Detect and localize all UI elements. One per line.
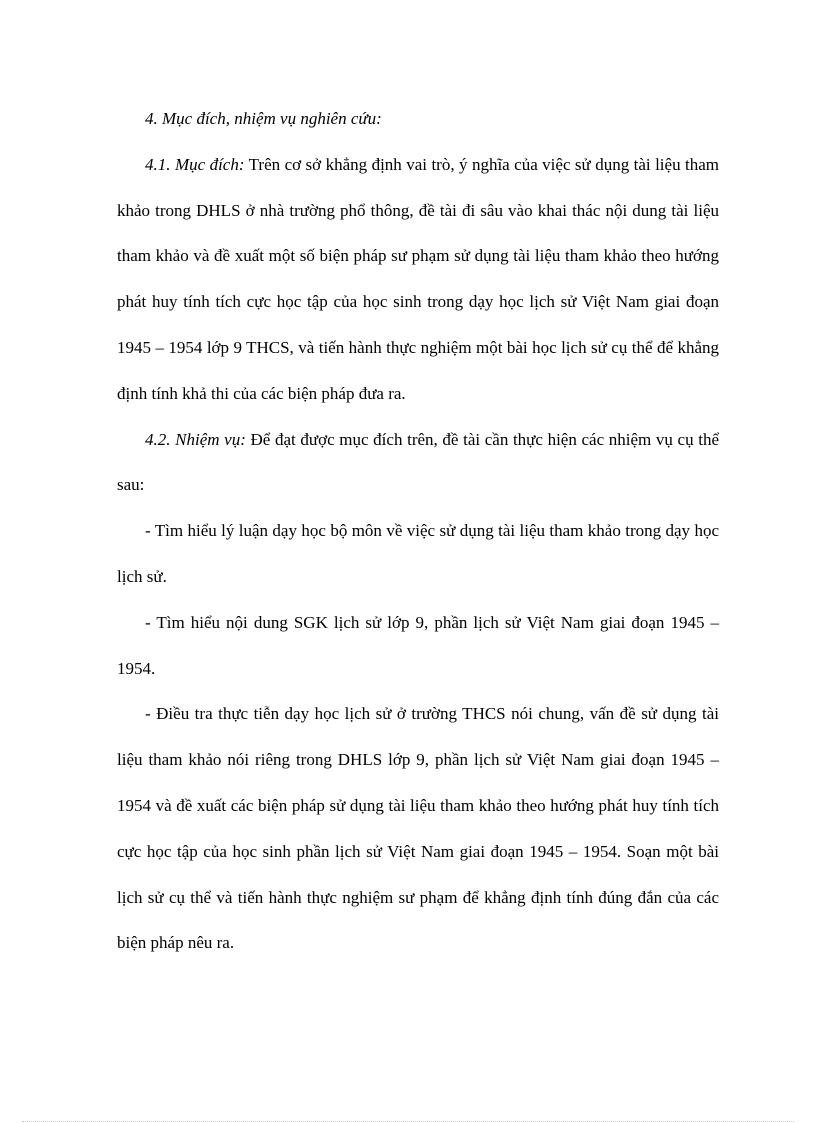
page-bottom-divider <box>22 1121 794 1122</box>
section-heading: 4. Mục đích, nhiệm vụ nghiên cứu: <box>145 109 382 128</box>
paragraph-purpose <box>117 142 719 417</box>
paragraph-tasks <box>117 417 719 509</box>
task-item-1: - Tìm hiểu lý luận dạy học bộ môn về việc sử dụng tài liệu tham khảo trong dạy học lịch sử. <box>117 521 719 586</box>
purpose-text: Trên cơ sở khẳng định vai trò, ý nghĩa của việc sử dụng tài liệu tham khảo trong DHLS ở nhà trường phổ thông, đề tài đi sâu vào khai thác nội dung tài liệu tham khảo và đề xuất một số biện pháp sư phạm sử dụng tài liệu tham khảo theo hướng phát huy tính tích cực học tập của học sinh trong dạy học lịch sử Việt Nam giai đoạn 1945 – 1954 lớp 9 THCS, và tiến hành thực nghiệm một bài học lịch sử cụ thể để khẳng định tính khả thi của các biện pháp đưa ra. <box>117 154 719 403</box>
purpose-label: 4.1. Mục đích: <box>145 154 245 174</box>
task-item-2: - Tìm hiểu nội dung SGK lịch sử lớp 9, phần lịch sử Việt Nam giai đoạn 1945 – 1954. <box>117 612 719 678</box>
tasks-label: 4.2. Nhiệm vụ: <box>145 429 246 449</box>
task-item-3: - Điều tra thực tiễn dạy học lịch sử ở trường THCS nói chung, vấn đề sử dụng tài liệu tham khảo nói riêng trong DHLS lớp 9, phần lịch sử Việt Nam giai đoạn 1945 – 1954 và đề xuất các biện pháp sử dụng tài liệu tham khảo theo hướng phát huy tính tích cực học tập của học sinh phần lịch sử Việt Nam giai đoạn 1945 – 1954. Soạn một bài lịch sử cụ thể và tiến hành thực nghiệm sư phạm để khẳng định tính đúng đắn của các biện pháp nêu ra. <box>117 704 719 953</box>
document-body <box>117 96 719 966</box>
tasks-text: Để đạt được mục đích trên, đề tài cần thực hiện các nhiệm vụ cụ thể sau: <box>117 429 719 495</box>
